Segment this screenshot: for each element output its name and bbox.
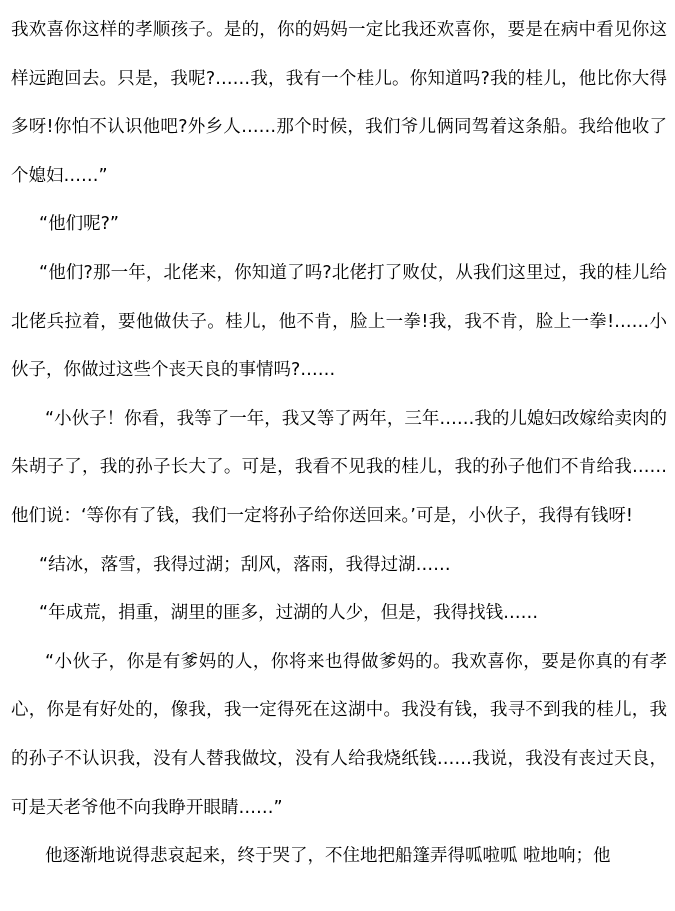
paragraph-6: “年成荒，捐重，湖里的匪多，过湖的人少，但是，我得找钱…… — [39, 603, 539, 624]
paragraph-2: “他们呢?” — [39, 214, 119, 235]
paragraph-1: 我欢喜你这样的孝顺孩子。是的，你的妈妈一定比我还欢喜你，要是在病中看见你这样远跑回去。只是，我呢?……我，我有一个桂儿。你知道吗?我的桂儿，他比你大得多呀!你怕不认识他吧?外乡人……那个时候，我们爷儿俩同驾着这条船。我给他收了个媳妇……” — [11, 20, 667, 186]
paragraph-4: “小伙子！你看，我等了一年，我又等了两年，三年……我的儿媳妇改嫁给卖肉的朱胡子了，我的孙子长大了。可是，我看不见我的桂儿，我的孙子他们不肯给我……他们说：‘等你有了钱，我们一定将孙子给你送回来。’可是，小伙子，我得有钱呀! — [11, 408, 667, 526]
paragraph-5: “结冰，落雪，我得过湖；刮风，落雨，我得过湖…… — [39, 554, 451, 575]
paragraph-7: “小伙子，你是有爹妈的人，你将来也得做爹妈的。我欢喜你，要是你真的有孝心，你是有好处的，像我，我一定得死在这湖中。我没有钱，我寻不到我的桂儿，我的孙子不认识我，没有人替我做坟，没有人给我烧纸钱……我说，我没有丧过天良，可是天老爷他不向我睁开眼睛……” — [11, 651, 667, 818]
paragraph-3: “他们?那一年，北佬来，你知道了吗?北佬打了败仗，从我们这里过，我的桂儿给北佬兵拉着，要他做伕子。桂儿，他不肯，脸上一拳!我，我不肯，脸上一拳!……小伙子，你做过这些个丧天良的事情吗?…… — [11, 262, 667, 381]
paragraph-8: 他逐渐地说得悲哀起来，终于哭了，不住地把船篷弄得呱啦呱 啦地响；他 — [45, 846, 611, 867]
